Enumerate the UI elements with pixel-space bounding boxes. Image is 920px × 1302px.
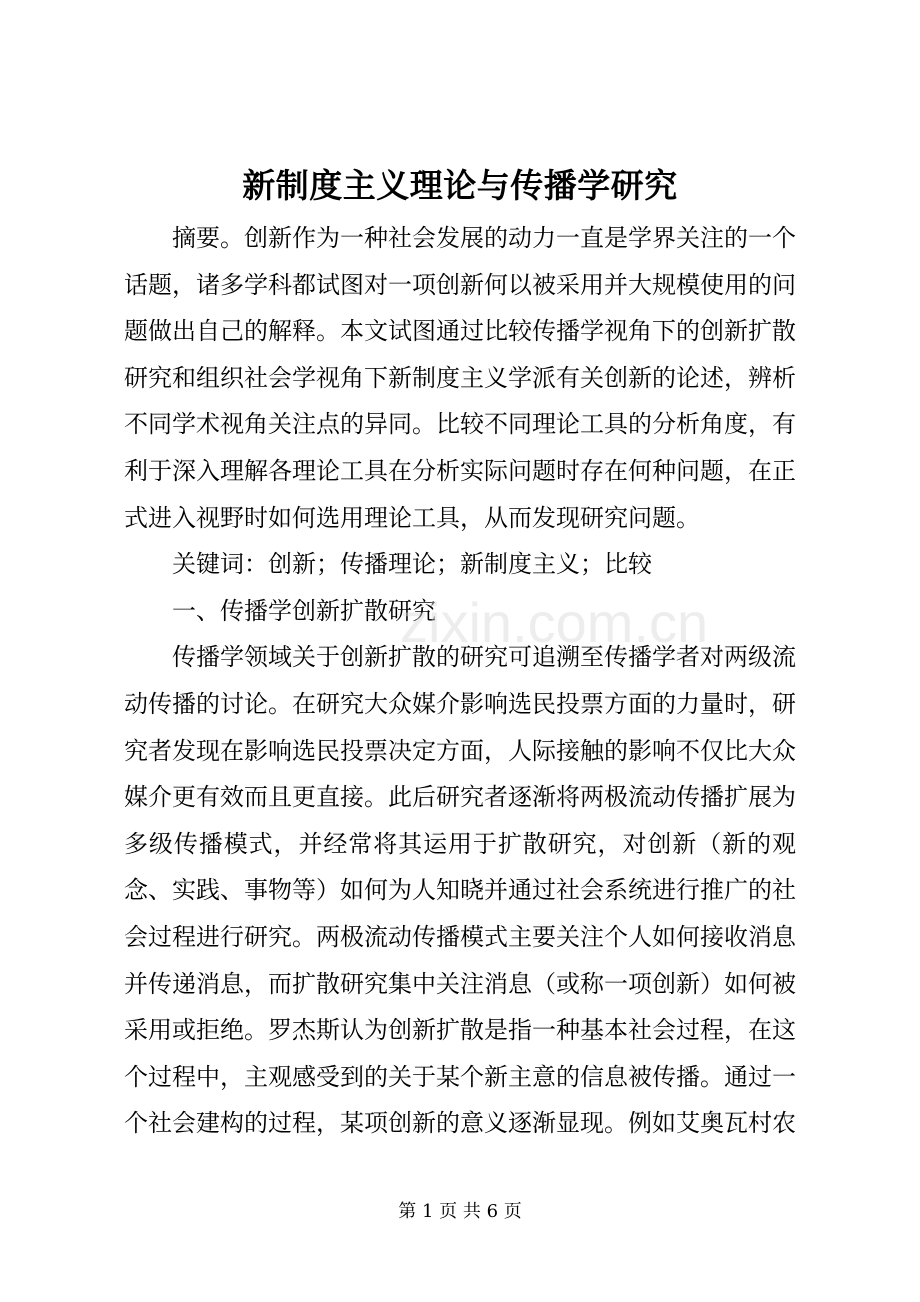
document-body bbox=[124, 215, 796, 1147]
keywords-paragraph: 关键词：创新；传播理论；新制度主义；比较 bbox=[172, 550, 652, 579]
body-paragraph: 传播学领域关于创新扩散的研究可追溯至传播学者对两级流动传播的讨论。在研究大众媒介影响选民投票方面的力量时，研究者发现在影响选民投票决定方面，人际接触的影响不仅比大众媒介更有效而且更直接。此后研究者逐渐将两极流动传播扩展为多级传播模式，并经常将其运用于扩散研究，对创新（新的观念、实践、事物等）如何为人知晓并通过社会系统进行推广的社会过程进行研究。两极流动传播模式主要关注个人如何接收消息并传递消息，而扩散研究集中关注消息（或称一项创新）如何被采用或拒绝。罗杰斯认为创新扩散是指一种基本社会过程，在这个过程中，主观感受到的关于某个新主意的信息被传播。通过一个社会建构的过程，某项创新的意义逐渐显现。例如艾奥瓦村农 bbox=[124, 643, 796, 1138]
document-title: 新制度主义理论与传播学研究 bbox=[242, 166, 678, 205]
page-footer: 第 1 页 共 6 页 bbox=[398, 1201, 522, 1222]
abstract-paragraph: 摘要。创新作为一种社会发展的动力一直是学界关注的一个话题，诸多学科都试图对一项创新何以被采用并大规模使用的问题做出自己的解释。本文试图通过比较传播学视角下的创新扩散研究和组织社会学视角下新制度主义学派有关创新的论述，辨析不同学术视角关注点的异同。比较不同理论工具的分析角度，有利于深入理解各理论工具在分析实际问题时存在何种问题，在正式进入视野时如何选用理论工具，从而发现研究问题。 bbox=[124, 224, 796, 532]
section-heading: 一、传播学创新扩散研究 bbox=[172, 596, 436, 625]
watermark: zixin.com.cn bbox=[400, 591, 709, 654]
